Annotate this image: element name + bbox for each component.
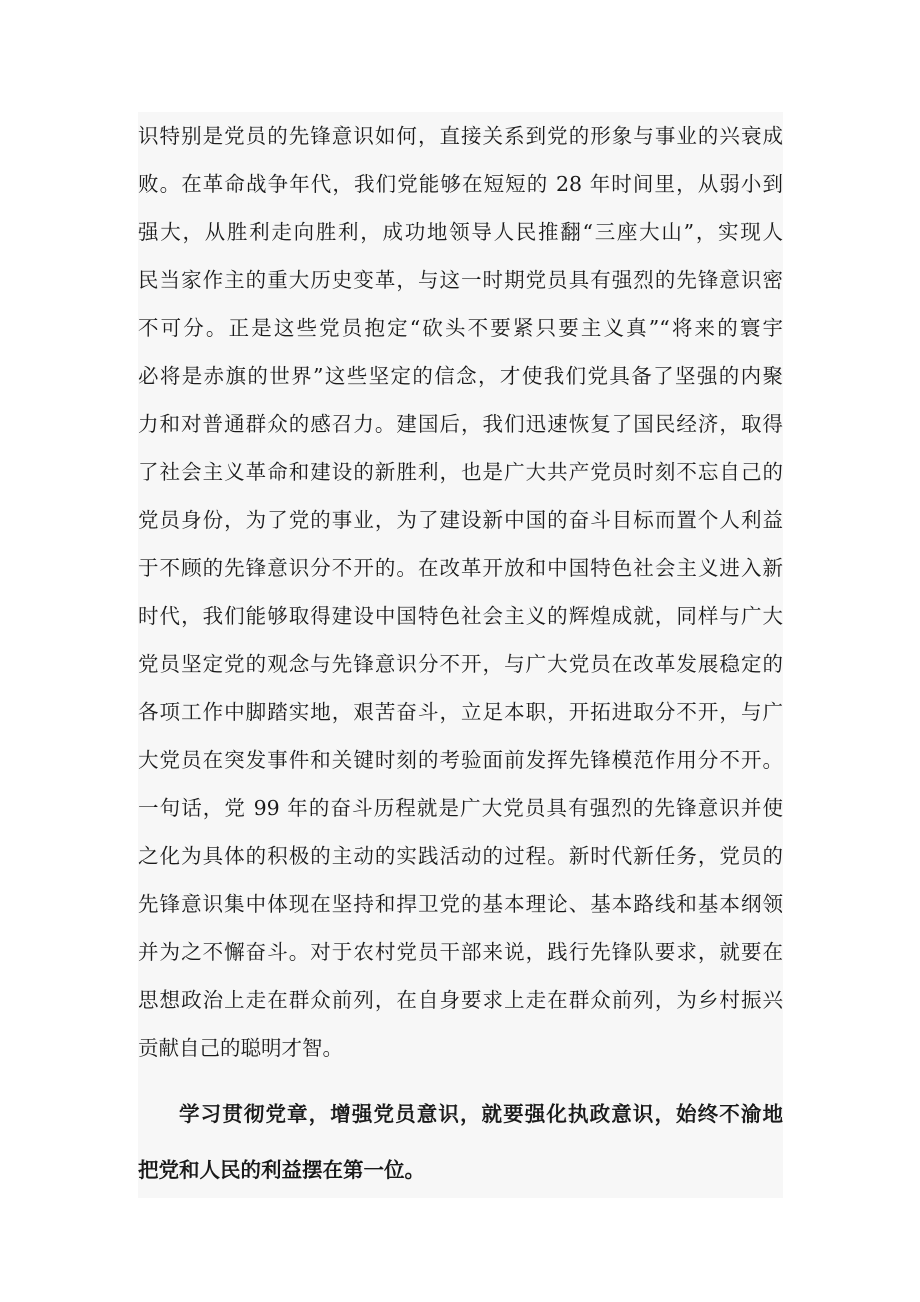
- paragraph-line: 党员身份，为了党的事业，为了建设新中国的奋斗目标而置个人利益: [138, 508, 783, 532]
- paragraph-line: 党员坚定党的观念与先锋意识分不开，与广大党员在改革发展稳定的: [138, 652, 783, 676]
- paragraph-line: 思想政治上走在群众前列，在自身要求上走在群众前列，为乡村振兴: [138, 988, 783, 1012]
- paragraph-line: 大党员在突发事件和关键时刻的考验面前发挥先锋模范作用分不开。: [138, 748, 783, 772]
- paragraph-line: 力和对普通群众的感召力。建国后，我们迅速恢复了国民经济，取得: [138, 412, 783, 436]
- paragraph-line: 先锋意识集中体现在坚持和捍卫党的基本理论、基本路线和基本纲领: [138, 892, 783, 916]
- document-text-block: [138, 112, 783, 1198]
- paragraph-line: 必将是赤旗的世界”这些坚定的信念，才使我们党具备了坚强的内聚: [138, 364, 783, 388]
- paragraph-line: 强大，从胜利走向胜利，成功地领导人民推翻“三座大山”，实现人: [138, 220, 783, 244]
- paragraph-line: 一句话，党 99 年的奋斗历程就是广大党员具有强烈的先锋意识并使: [138, 796, 783, 820]
- paragraph-line: 民当家作主的重大历史变革，与这一时期党员具有强烈的先锋意识密: [138, 268, 783, 292]
- paragraph-line: 各项工作中脚踏实地，艰苦奋斗，立足本职，开拓进取分不开，与广: [138, 700, 783, 724]
- paragraph-line: 识特别是党员的先锋意识如何，直接关系到党的形象与事业的兴衰成: [138, 124, 783, 148]
- paragraph-line: 了社会主义革命和建设的新胜利，也是广大共产党员时刻不忘自己的: [138, 460, 783, 484]
- paragraph-line: 并为之不懈奋斗。对于农村党员干部来说，践行先锋队要求，就要在: [138, 940, 783, 964]
- section-heading-line: 把党和人民的利益摆在第一位。: [138, 1158, 425, 1182]
- paragraph-line: 不可分。正是这些党员抱定“砍头不要紧只要主义真”“将来的寰宇: [138, 316, 783, 340]
- paragraph-spacer: [138, 1072, 783, 1086]
- section-heading-line: 学习贯彻党章，增强党员意识，就要强化执政意识，始终不渝地: [179, 1102, 783, 1126]
- paragraph-line: 贡献自己的聪明才智。: [138, 1036, 343, 1060]
- paragraph-line: 时代，我们能够取得建设中国特色社会主义的辉煌成就，同样与广大: [138, 604, 783, 628]
- paragraph-line: 败。在革命战争年代，我们党能够在短短的 28 年时间里，从弱小到: [138, 172, 783, 196]
- paragraph-line: 于不顾的先锋意识分不开的。在改革开放和中国特色社会主义进入新: [138, 556, 783, 580]
- paragraph-line: 之化为具体的积极的主动的实践活动的过程。新时代新任务，党员的: [138, 844, 783, 868]
